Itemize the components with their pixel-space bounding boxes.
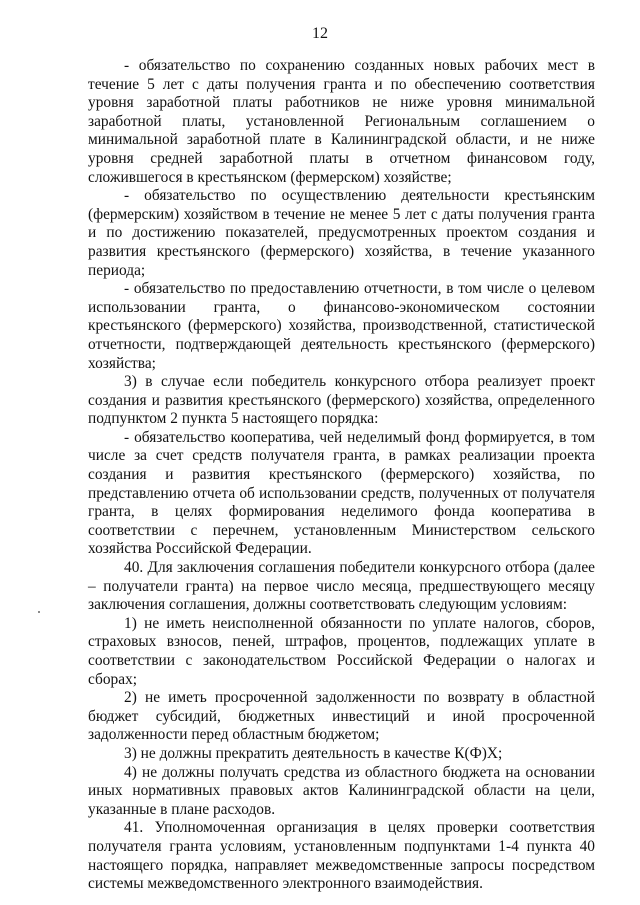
paragraph-condition-3: 3) не должны прекратить деятельность в качестве К(Ф)Х; bbox=[124, 744, 503, 762]
paragraph-section-40: 40. Для заключения соглашения победители конкурсного отбора (далее – получатели гранта) на первое число месяца, предшествующего месяцу заключения соглашения, должны соответствовать следующим условиям: bbox=[88, 559, 595, 614]
paragraph-condition-4: 4) не должны получать средства из областного бюджета на основании иных нормативных правовых актов Калининградской области на цели, указанные в плане расходов. bbox=[88, 763, 595, 818]
paragraph-obligation-jobs: - обязательство по сохранению созданных новых рабочих мест в течение 5 лет с даты получения гранта и по обеспечению соответствия уровня заработной платы работников не ниже уровня минимальной заработной платы, установленной Региональным соглашением о минимальной заработной плате в Калининградской области, и не ниже уровня средней заработной платы в отчетном финансовом году, сложившегося в крестьянском (фермерском) хозяйстве; bbox=[88, 57, 595, 186]
paragraph-obligation-reporting: - обязательство по предоставлению отчетности, в том числе о целевом использовании гранта, о финансово-экономическом состоянии крестьянского (фермерского) хозяйства, производственной, статистической отчетности, подтверждающей деятельность крестьянского (фермерского) хозяйства; bbox=[88, 280, 595, 372]
paragraph-obligation-cooperative: - обязательство кооператива, чей неделимый фонд формируется, в том числе за счет средств получателя гранта, в рамках реализации проекта создания и развития крестьянского (фермерского) хозяйства, по представлению отчета об использовании средств, полученных от получателя гранта, в целях формирования неделимого фонда кооператива в соответствии с перечнем, установленным Министерством сельского хозяйства Российской Федерации. bbox=[88, 428, 595, 558]
margin-mark bbox=[38, 611, 40, 613]
paragraph-condition-2: 2) не иметь просроченной задолженности по возврату в областной бюджет субсидий, бюджетных инвестиций и иной просроченной задолженности перед областным бюджетом; bbox=[88, 689, 595, 744]
paragraph-section-41: 41. Уполномоченная организация в целях проверки соответствия получателя гранта условиям, установленным подпунктами 1-4 пункта 40 настоящего порядка, направляет межведомственные запросы посредством системы межведомственного электронного взаимодействия. bbox=[88, 819, 595, 893]
paragraph-obligation-activity: - обязательство по осуществлению деятельности крестьянским (фермерским) хозяйством в течение не менее 5 лет с даты получения гранта и по достижению показателей, предусмотренных проектом создания и развития крестьянского (фермерского) хозяйства, в течение указанного периода; bbox=[88, 187, 595, 279]
page-number: 12 bbox=[312, 25, 328, 42]
document-body bbox=[88, 57, 595, 894]
paragraph-item-3: 3) в случае если победитель конкурсного отбора реализует проект создания и развития крестьянского (фермерского) хозяйства, определенного подпунктом 2 пункта 5 настоящего порядка: bbox=[88, 373, 595, 428]
paragraph-condition-1: 1) не иметь неисполненной обязанности по уплате налогов, сборов, страховых взносов, пеней, штрафов, процентов, подлежащих уплате в соответствии с законодательством Российской Федерации о налогах и сборах; bbox=[88, 614, 595, 688]
